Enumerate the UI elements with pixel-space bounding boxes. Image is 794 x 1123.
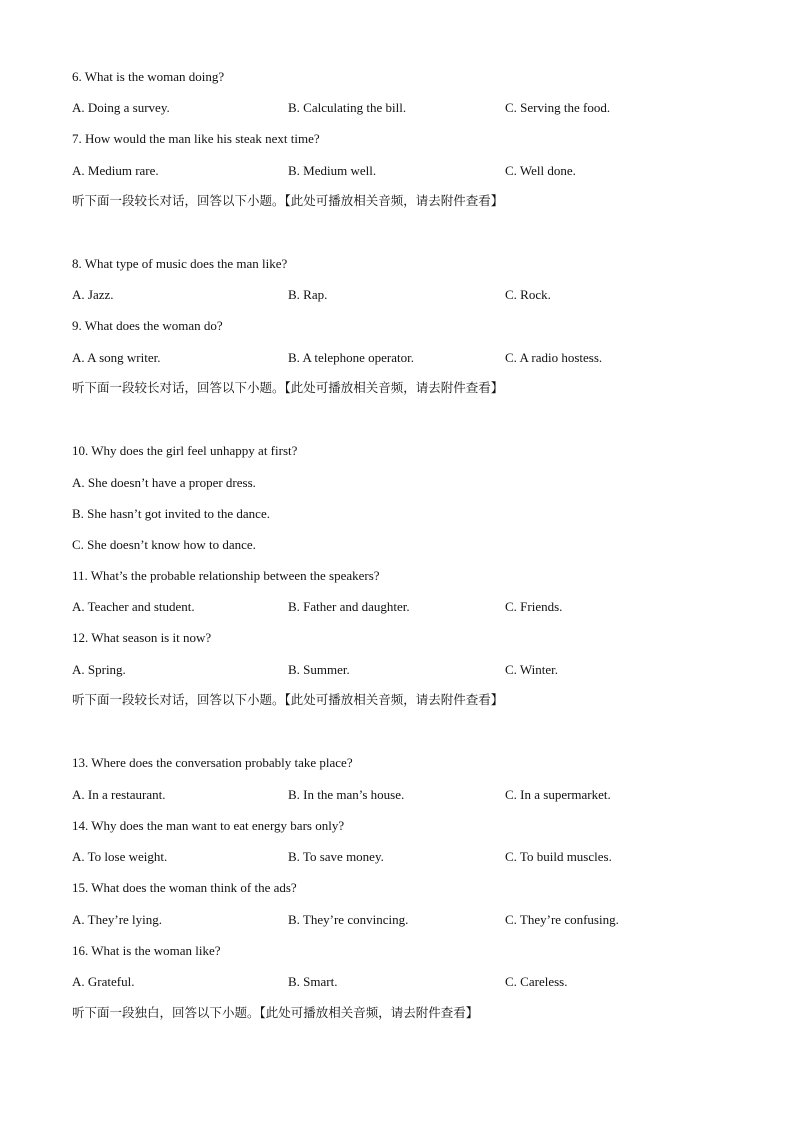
question-10: 10. Why does the girl feel unhappy at first? — [72, 443, 298, 458]
option-12a: A. Spring. — [72, 662, 126, 677]
question-8: 8. What type of music does the man like? — [72, 256, 288, 271]
option-12b: B. Summer. — [288, 662, 350, 677]
option-9a: A. A song writer. — [72, 350, 161, 365]
question-14: 14. Why does the man want to eat energy bars only? — [72, 818, 345, 833]
option-11c: C. Friends. — [505, 599, 563, 614]
option-15c: C. They’re confusing. — [505, 912, 619, 927]
question-9: 9. What does the woman do? — [72, 318, 223, 333]
option-6c: C. Serving the food. — [505, 100, 611, 115]
option-15b: B. They’re convincing. — [288, 912, 409, 927]
option-14c: C. To build muscles. — [505, 849, 612, 864]
option-10c: C. She doesn’t know how to dance. — [72, 537, 256, 552]
option-10b: B. She hasn’t got invited to the dance. — [72, 506, 270, 521]
option-13b: B. In the man’s house. — [288, 787, 405, 802]
option-6b: B. Calculating the bill. — [288, 100, 407, 115]
option-11a: A. Teacher and student. — [72, 599, 195, 614]
question-13: 13. Where does the conversation probably take place? — [72, 755, 353, 770]
option-8b: B. Rap. — [288, 287, 328, 302]
question-15: 15. What does the woman think of the ads? — [72, 880, 297, 895]
option-7a: A. Medium rare. — [72, 163, 159, 178]
option-8a: A. Jazz. — [72, 287, 114, 302]
question-12: 12. What season is it now? — [72, 630, 212, 645]
option-8c: C. Rock. — [505, 287, 551, 302]
option-9b: B. A telephone operator. — [288, 350, 415, 365]
option-11b: B. Father and daughter. — [288, 599, 410, 614]
question-16: 16. What is the woman like? — [72, 943, 221, 958]
option-10a: A. She doesn’t have a proper dress. — [72, 475, 256, 490]
listening-instruction: 听下面一段较长对话，回答以下小题。【此处可播放相关音频，请去附件查看】 — [72, 380, 504, 395]
option-16c: C. Careless. — [505, 974, 568, 989]
option-7c: C. Well done. — [505, 163, 576, 178]
option-16b: B. Smart. — [288, 974, 338, 989]
option-14a: A. To lose weight. — [72, 849, 168, 864]
option-16a: A. Grateful. — [72, 974, 135, 989]
option-12c: C. Winter. — [505, 662, 559, 677]
option-6a: A. Doing a survey. — [72, 100, 170, 115]
option-15a: A. They’re lying. — [72, 912, 163, 927]
listening-instruction: 听下面一段较长对话，回答以下小题。【此处可播放相关音频，请去附件查看】 — [72, 692, 504, 707]
question-11: 11. What’s the probable relationship between the speakers? — [72, 568, 380, 583]
option-14b: B. To save money. — [288, 849, 384, 864]
option-7b: B. Medium well. — [288, 163, 377, 178]
option-13c: C. In a supermarket. — [505, 787, 611, 802]
question-6: 6. What is the woman doing? — [72, 69, 225, 84]
option-9c: C. A radio hostess. — [505, 350, 603, 365]
listening-instruction: 听下面一段独白，回答以下小题。【此处可播放相关音频，请去附件查看】 — [72, 1005, 479, 1020]
question-7: 7. How would the man like his steak next time? — [72, 131, 320, 146]
option-13a: A. In a restaurant. — [72, 787, 166, 802]
listening-instruction: 听下面一段较长对话，回答以下小题。【此处可播放相关音频，请去附件查看】 — [72, 193, 504, 208]
